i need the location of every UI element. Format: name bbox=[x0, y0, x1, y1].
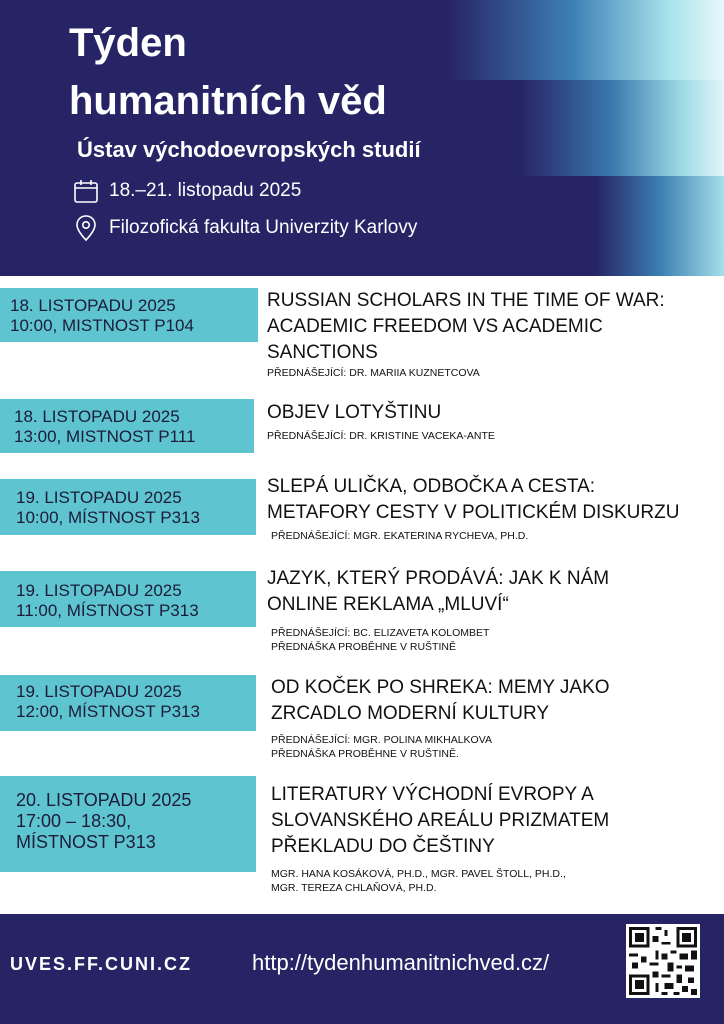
event-speaker-line: MGR. TEREZA CHLAŇOVÁ, PH.D. bbox=[271, 882, 437, 894]
event-speaker-line: PŘEDNÁŠEJÍCÍ: DR. KRISTINE VACEKA-ANTE bbox=[267, 430, 495, 442]
event-speaker bbox=[271, 626, 489, 654]
event-title bbox=[267, 566, 609, 618]
title-line-1: Týden bbox=[69, 21, 187, 65]
event-date: 19. LISTOPADU 2025 bbox=[16, 488, 182, 507]
event-time-room: 10:00, MÍSTNOST P313 bbox=[16, 508, 200, 527]
poster-subtitle: Ústav východoevropských studií bbox=[77, 137, 421, 162]
event-date-box bbox=[0, 399, 254, 453]
event-date-box bbox=[0, 776, 256, 872]
event-speaker-line: MGR. HANA KOSÁKOVÁ, PH.D., MGR. PAVEL ŠTOLL, PH.D., bbox=[271, 868, 566, 880]
event-speaker bbox=[267, 429, 495, 443]
event-time-room: 11:00, MÍSTNOST P313 bbox=[16, 601, 199, 620]
event-speaker-line: PŘEDNÁŠEJÍCÍ: MGR. POLINA MIKHALKOVA bbox=[271, 734, 492, 746]
event-title-line: JAZYK, KTERÝ PRODÁVÁ: JAK K NÁM bbox=[267, 568, 610, 589]
event-time-room: 10:00, MISTNOST P104 bbox=[10, 316, 194, 335]
date-range-row bbox=[73, 178, 301, 204]
decorative-stripe-top bbox=[448, 0, 724, 80]
event-speaker-line: PŘEDNÁŠEJÍCÍ: BC. ELIZAVETA KOLOMBET bbox=[271, 627, 490, 639]
event-date-box bbox=[0, 288, 258, 342]
event-title-line: ACADEMIC FREEDOM VS ACADEMIC bbox=[267, 316, 603, 337]
location-pin-icon bbox=[73, 214, 99, 242]
event-date: 19. LISTOPADU 2025 bbox=[16, 682, 182, 701]
event-speaker-line: PŘEDNÁŠKA PROBĚHNE V RUŠTINĚ bbox=[271, 641, 456, 653]
event-speaker bbox=[267, 366, 480, 380]
event-speaker-line: PŘEDNÁŠEJÍCÍ: DR. MARIIA KUZNETCOVA bbox=[267, 367, 480, 379]
event-room: MÍSTNOST P313 bbox=[16, 832, 156, 852]
event-date: 18. LISTOPADU 2025 bbox=[14, 407, 180, 426]
event-date-box bbox=[0, 479, 256, 535]
event-title bbox=[267, 474, 679, 526]
event-title-line: METAFORY CESTY V POLITICKÉM DISKURZU bbox=[267, 502, 680, 523]
event-date: 18. LISTOPADU 2025 bbox=[10, 296, 176, 315]
event-title-line: ONLINE REKLAMA „MLUVÍ“ bbox=[267, 594, 509, 615]
event-title bbox=[271, 675, 610, 727]
footer-site-link[interactable]: UVES.FF.CUNI.CZ bbox=[10, 954, 193, 974]
event-title-line: PŘEKLADU DO ČEŠTINY bbox=[271, 836, 495, 857]
event-time-room: 12:00, MÍSTNOST P313 bbox=[16, 702, 200, 721]
title-line-2: humanitních věd bbox=[69, 79, 387, 123]
date-range-text: 18.–21. listopadu 2025 bbox=[109, 180, 302, 201]
event-title-line: SANCTIONS bbox=[267, 342, 378, 363]
event-speaker bbox=[271, 733, 492, 761]
venue-row bbox=[73, 214, 417, 242]
decorative-stripe-middle bbox=[520, 80, 724, 176]
event-title bbox=[271, 782, 609, 860]
event-title-line: ZRCADLO MODERNÍ KULTURY bbox=[271, 703, 549, 724]
event-speaker bbox=[271, 529, 528, 543]
poster-footer bbox=[0, 914, 724, 1024]
poster-header bbox=[0, 0, 724, 276]
event-title-line: OD KOČEK PO SHREKA: MEMY JAKO bbox=[271, 677, 610, 698]
event-date-box bbox=[0, 571, 256, 627]
event-time-range: 17:00 – 18:30, bbox=[16, 811, 132, 831]
event-title-line: SLOVANSKÉHO AREÁLU PRIZMATEM bbox=[271, 810, 610, 831]
decorative-stripe-bottom bbox=[596, 176, 724, 276]
event-speaker bbox=[271, 867, 566, 895]
footer-url-link[interactable]: http://tydenhumanitnichved.cz/ bbox=[252, 950, 550, 975]
event-speaker-line: PŘEDNÁŠEJÍCÍ: MGR. EKATERINA RYCHEVA, PH.D. bbox=[271, 530, 529, 542]
event-title-line: LITERATURY VÝCHODNÍ EVROPY A bbox=[271, 784, 594, 805]
qr-code-icon bbox=[626, 924, 700, 998]
event-title-line: OBJEV LOTYŠTINU bbox=[267, 402, 442, 423]
event-date: 19. LISTOPADU 2025 bbox=[16, 581, 182, 600]
event-time-room: 13:00, MISTNOST P111 bbox=[14, 427, 196, 446]
event-date: 20. LISTOPADU 2025 bbox=[16, 790, 192, 810]
event-title bbox=[267, 400, 441, 426]
poster-title bbox=[69, 14, 387, 130]
event-speaker-line: PŘEDNÁŠKA PROBĚHNE V RUŠTINĚ. bbox=[271, 748, 459, 760]
event-date-box bbox=[0, 675, 256, 731]
venue-text: Filozofická fakulta Univerzity Karlovy bbox=[109, 217, 418, 238]
event-title-line: SLEPÁ ULIČKA, ODBOČKA A CESTA: bbox=[267, 476, 596, 497]
calendar-icon bbox=[73, 178, 99, 204]
event-title bbox=[267, 288, 665, 366]
event-title-line: RUSSIAN SCHOLARS IN THE TIME OF WAR: bbox=[267, 290, 665, 311]
